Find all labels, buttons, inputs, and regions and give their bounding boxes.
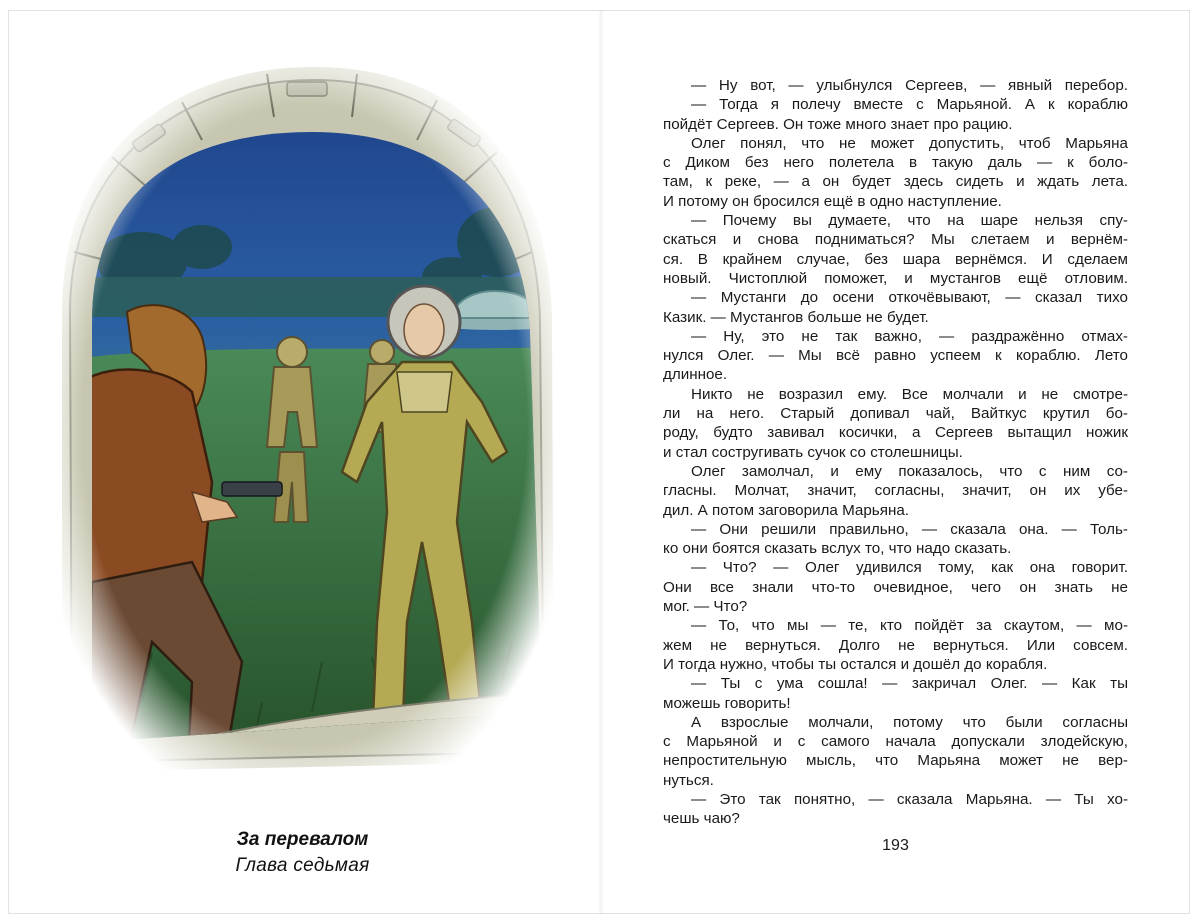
text-line: — Что? — Олег удивился тому, как она говорит. bbox=[691, 559, 1128, 577]
text-line: ли на него. Старый допивал чай, Вайткус крутил бо- bbox=[663, 405, 1128, 423]
text-line: мог. — Что? bbox=[663, 598, 748, 616]
text-line: нуться. bbox=[663, 771, 714, 789]
text-line: и стал состругивать сучок со столешницы. bbox=[663, 443, 963, 461]
text-line: Олег замолчал, и ему показалось, что с ним со- bbox=[691, 462, 1128, 480]
text-line: Никто не возразил ему. Все молчали и не смотре- bbox=[691, 385, 1128, 403]
text-line: И тогда нужно, чтобы ты остался и дошёл до корабля. bbox=[663, 655, 1048, 673]
text-line: — Они решили правильно, — сказала она. — Толь- bbox=[691, 520, 1128, 538]
text-line: — Тогда я полечу вместе с Марьяной. А к кораблю bbox=[691, 96, 1128, 114]
page-text bbox=[663, 76, 1128, 829]
text-line: скаться и снова подниматься? Мы слетаем и вернём- bbox=[663, 231, 1128, 249]
text-line: пойдёт Сергеев. Он тоже много знает про рацию. bbox=[663, 115, 1013, 133]
text-line: ко они боятся сказать вслух то, что надо сказать. bbox=[663, 540, 1012, 558]
text-line: — Это так понятно, — сказала Марьяна. — Ты хо- bbox=[691, 790, 1128, 808]
text-line: И потому он бросился ещё в одно наступление. bbox=[663, 192, 1002, 210]
text-line: с Марьяной и с самого начала допускали злодейскую, bbox=[663, 733, 1128, 751]
text-line: — Ну вот, — улыбнулся Сергеев, — явный перебор. bbox=[691, 77, 1128, 94]
text-line: длинное. bbox=[663, 366, 728, 384]
text-line: можешь говорить! bbox=[663, 694, 791, 712]
text-line: Они все знали что-то очевидное, чего он знать не bbox=[663, 578, 1128, 596]
text-line: жем не вернуться. Долго не вернуться. Или совсем. bbox=[663, 636, 1128, 654]
page-number: 193 bbox=[882, 837, 909, 854]
text-line: чешь чаю? bbox=[663, 810, 740, 828]
text-line: роду, будто завивал косички, а Сергеев вытащил ножик bbox=[663, 424, 1128, 442]
text-line: Казик. — Мустангов больше не будет. bbox=[663, 308, 929, 326]
text-line: — Ну, это не так важно, — раздражённо отмах- bbox=[691, 327, 1128, 345]
text-line: дил. А потом заговорила Марьяна. bbox=[663, 501, 909, 519]
chapter-subtitle: Глава седьмая bbox=[235, 855, 370, 876]
chapter-title: За перевалом bbox=[236, 829, 369, 850]
page-gutter bbox=[598, 10, 604, 914]
text-line: непростительную мысль, что Марьяна может не вер- bbox=[663, 752, 1128, 770]
text-line: ся. В крайнем случае, без шара вернёмся. И сделаем bbox=[663, 250, 1128, 268]
text-line: там, к реке, — а он будет здесь сидеть и ждать лета. bbox=[663, 173, 1128, 191]
chapter-illustration bbox=[52, 62, 557, 790]
text-line: гласны. Молчат, значит, согласны, значит, он их убе- bbox=[663, 482, 1128, 500]
text-line: — Почему вы думаете, что на шаре нельзя спу- bbox=[691, 212, 1128, 230]
text-line: А взрослые молчали, потому что были согласны bbox=[691, 713, 1128, 731]
text-line: — Мустанги до осени откочёвывают, — сказал тихо bbox=[691, 289, 1128, 307]
text-line: с Диком без него полетела в такую даль — к боло- bbox=[663, 154, 1128, 172]
text-line: новый. Чистоплюй поможет, и мустангов ещё отловим. bbox=[663, 269, 1128, 287]
text-line: Олег понял, что не может допустить, чтоб Марьяна bbox=[691, 134, 1128, 152]
text-line: — То, что мы — те, кто пойдёт за скаутом, — мо- bbox=[691, 617, 1128, 635]
text-line: нулся Олег. — Мы всё равно успеем к кораблю. Лето bbox=[663, 347, 1128, 365]
text-line: — Ты с ума сошла! — закричал Олег. — Как ты bbox=[691, 675, 1128, 693]
